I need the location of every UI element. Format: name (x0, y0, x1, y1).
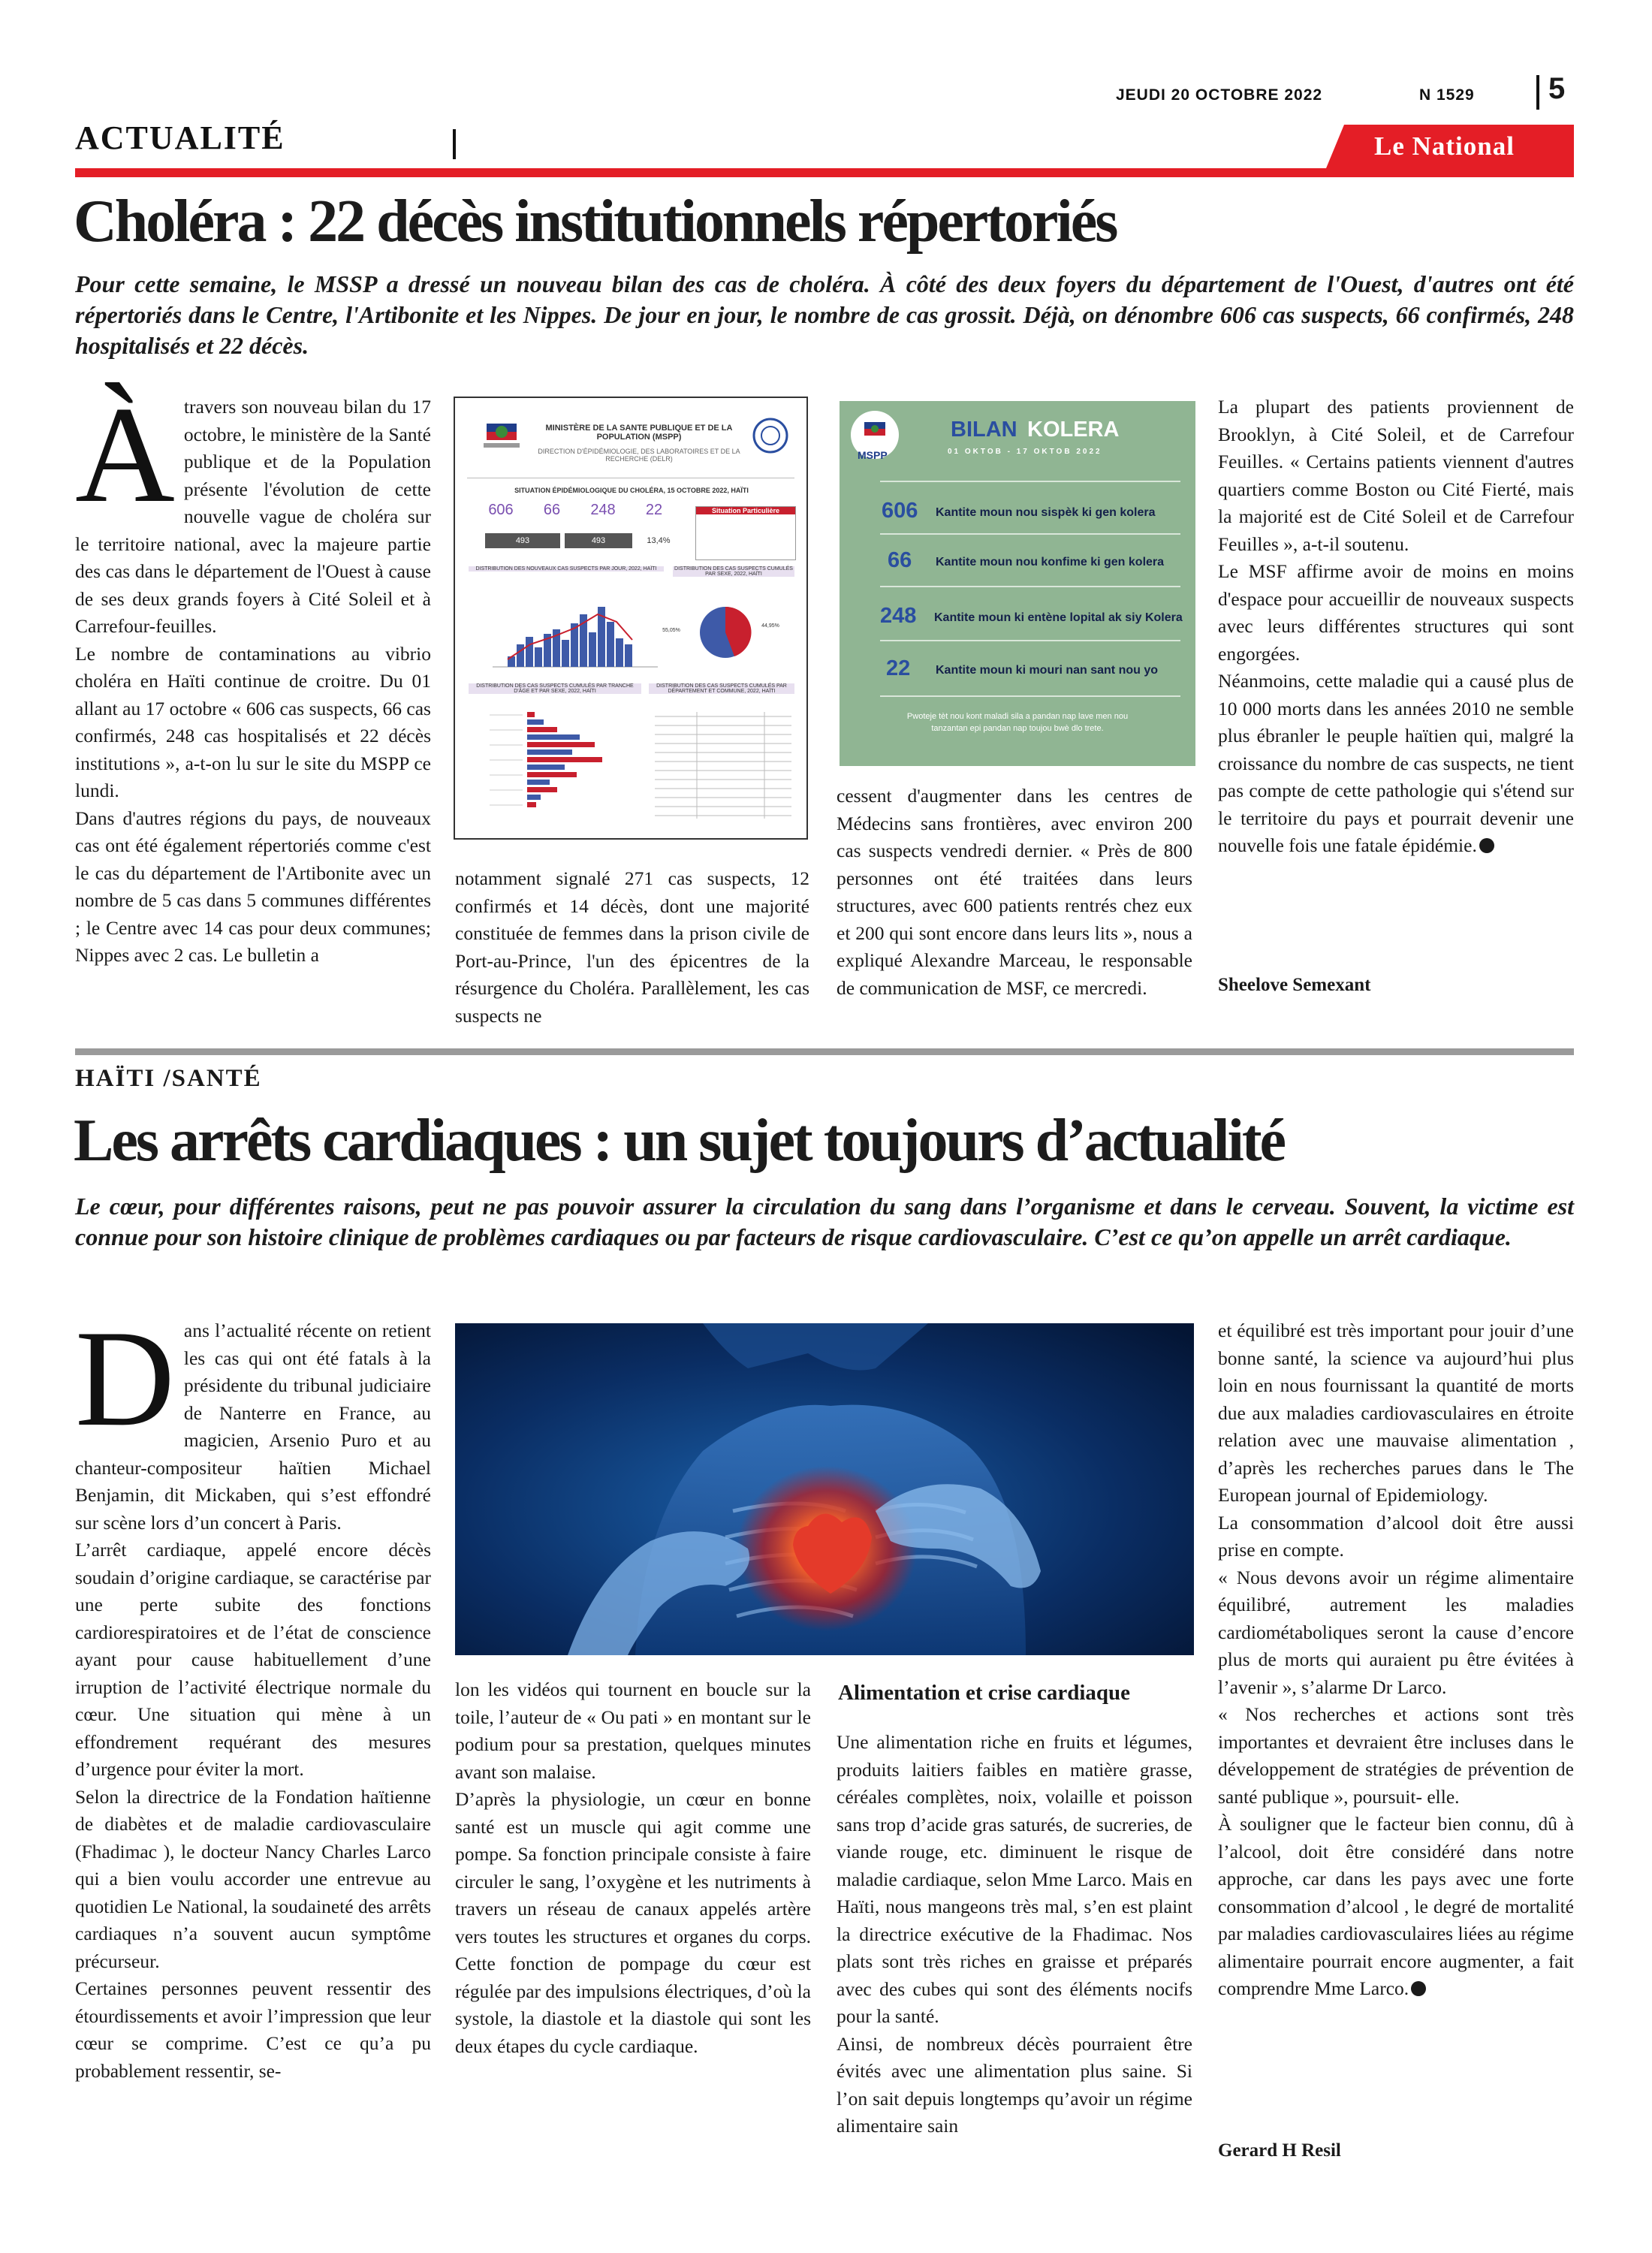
bilan-separator (880, 640, 1180, 641)
article2-paragraph: Une alimentation riche en fruits et légumes, produits laitiers faibles en matière grasse, céréales complètes, noix, volaille et poisson sans trop d’acide gras saturés, de sucreries, de viande rouge, etc. diminuent le risque de maladie cardiaque, selon Mme Larco. Mais en Haïti, nous mangeons très mal, s’en est plaint la directrice exécutive de la Fhadimac. Nos plats sont très riches en graisse et préparés avec des cubes qui sont des éléments nocifs pour la santé. (837, 1731, 1192, 2027)
article1-headline: Choléra : 22 décès institutionnels répertoriés (74, 189, 1117, 255)
bilan-separator (880, 533, 1180, 535)
article2-paragraph: Selon la directrice de la Fondation haïtienne de diabètes et de maladie cardiovasculaire (Fhadimac ), le docteur Nancy Charles Larco qui a bien voulu accorder une entrevue au quotidien Le National, la soudaineté des arrêts cardiaques n’a souvent aucun symptôme précurseur. (75, 1785, 431, 1972)
mspp-seal-icon (752, 416, 788, 455)
bilan-title-b: KOLERA (1027, 418, 1120, 442)
page-number-divider (1536, 75, 1539, 110)
bilan-title-a: BILAN (951, 418, 1017, 442)
bulletin-kpi2: 493 (591, 536, 606, 545)
bilan-stat-label: Kantite moun ki entène lopital ak siy Kolera (934, 611, 1183, 624)
article2-lede: Le cœur, pour différentes raisons, peut ne pas pouvoir assurer la circulation du sang dans l’organisme et dans le cerveau. Souvent, la victime est connue pour son histoire clinique de problèmes cardiaques ou par facteurs de risque cardiovasculaire. C’est ce qu’on appelle un arrêt cardiaque. (75, 1193, 1574, 1250)
bulletin-kpi2: 13,4% (647, 536, 671, 545)
article2-column-3 (837, 1729, 1192, 2140)
heart-attack-photo (455, 1323, 1194, 1655)
article1-paragraph: travers son nouveau bilan du 17 octobre, le ministère de la Santé publique et de la Population présente l'évolution de cette nouvelle vague de choléra sur le territoire national, avec la majeure partie des cas dans le département de l'Ouest à cause de ses deux grands foyers à Cité Soleil et à Carrefour-feuilles. (75, 396, 431, 637)
article2-paragraph: et équilibré est très important pour jouir d’une bonne santé, la science va aujourd’hui plus loin en nous fournissant la quantité de morts due aux maladies cardiovasculaires en étroite relation avec une mauvaise alimentation , d’après les recherches parues dans le The European journal of Epidemiology. (1218, 1320, 1574, 1506)
article2-dropcap: D (75, 1301, 175, 1455)
section-divider (453, 129, 456, 159)
bulletin-ministry: MINISTÈRE DE LA SANTE PUBLIQUE ET DE LA POPULATION (MSPP) (545, 424, 733, 442)
article2-paragraph (1218, 1811, 1574, 2003)
bulletin-chart-title: DISTRIBUTION DES CAS SUSPECTS CUMULÉS PAR DÉPARTEMENT ET COMMUNE, 2022, HAÏTI (649, 683, 794, 694)
bilan-separator (880, 695, 1180, 697)
bulletin-age-sex-chart (485, 709, 643, 822)
article2-paragraph: La consommation d’alcool doit être aussi prise en compte. (1218, 1511, 1574, 1561)
article1-paragraph (1218, 668, 1574, 860)
section-label: ACTUALITÉ (75, 119, 285, 156)
bulletin-chart-title: DISTRIBUTION DES CAS SUSPECTS CUMULÉS PAR TRANCHE D'ÂGE ET PAR SEXE, 2022, HAÏTI (469, 683, 641, 694)
article1-paragraph: Dans d'autres régions du pays, de nouveaux cas ont été également répertoriés comme c'est le cas du département de l'Artibonite avec un nombre de 5 cas dans 5 communes différentes ; le Centre avec 14 cas pour deux communes; Nippes avec 2 cas. Le bulletin a (75, 807, 431, 966)
article1-signature: Sheelove Semexant (1218, 975, 1371, 995)
article1-lede: Pour cette semaine, le MSSP a dressé un nouveau bilan des cas de choléra. À côté des deux foyers du département de l'Ouest, d'autres ont été répertoriés dans le Centre, l'Artibonite et les Nippes. De jour en jour, le nombre de cas grossit. Déjà, on dénombre 606 cas suspects, 66 confirmés, 248 hospitalisés et 22 décès. (75, 270, 1574, 359)
article1-column-1 (75, 378, 431, 970)
bulletin-box-title: Situation Particulière (696, 507, 795, 514)
bulletin-kpi2: 493 (515, 536, 530, 545)
bilan-kolera-infographic (840, 401, 1195, 766)
article2-paragraph-text: À souligner que le facteur bien connu, dû à l’alcool, doit être considéré dans notre approche, car dans les pays avec une forte consommation d’alcool , le degré de mortalité par maladies cardiovasculaires liées au régime alimentaire pourrait encore augmenter, a fait comprendre Mme Larco. (1218, 1813, 1574, 1999)
bilan-stat-number: 22 (886, 656, 911, 680)
bilan-separator (880, 481, 1180, 482)
article-separator (75, 1048, 1574, 1055)
article1-paragraph: Le nombre de contaminations au vibrio choléra en Haïti continue de croitre. Du 01 allant au 17 octobre « 606 cas suspects, 66 cas confirmés, 248 cas hospitalisés et 22 décès institutions », a-t-on lu sur le site du MSPP ce lundi. (75, 642, 431, 801)
bulletin-pie-label: 44,95% (761, 623, 779, 629)
bilan-dates: 01 OKTOB - 17 OKTOB 2022 (948, 448, 1102, 456)
issue-number: N 1529 (1419, 86, 1475, 104)
article1-paragraph: La plupart des patients proviennent de Brooklyn, à Cité Soleil, et de Carrefour Feuilles. « Certains patients viennent d'autres quartiers comme Boston ou Cité Fierté, mais la majorité est de Cité Soleil et de Carrefour Feuilles », a-t-il soutenu. (1218, 396, 1574, 555)
bulletin-daily-cases-chart (485, 592, 665, 674)
bulletin-situation: SITUATION ÉPIDÉMIOLOGIQUE DU CHOLÉRA, 15 OCTOBRE 2022, HAÏTI (514, 487, 749, 494)
bilan-stat-number: 66 (888, 548, 912, 572)
bilan-footer-line: Pwoteje tèt nou kont maladi sila a pandan nap lave men nou (906, 712, 1129, 721)
article1-paragraph: cessent d'augmenter dans les centres de Médecins sans frontières, avec environ 200 cas suspects vendredi dernier. « Près de 800 personnes ont été traitées dans leurs structures, avec 600 patients rentrés chez eux et 200 qui sont encore dans leurs lits », nous a expliqué Alexandre Marceau, le responsable de communication de MSF, ce mercredi. (837, 785, 1192, 999)
bilan-footer-line: tanzantan epi pandan nap toujou bwè dlo trete. (931, 724, 1104, 733)
mspp-logo-label: MSPP (858, 449, 888, 461)
bilan-stat-number: 248 (880, 604, 917, 628)
bulletin-situation-box (695, 506, 796, 560)
bilan-stat-label: Kantite moun ki mouri nan sant nou yo (936, 664, 1159, 677)
bulletin-sex-pie (680, 595, 793, 670)
article2-column-1 (75, 1301, 431, 2085)
header-rule (75, 168, 1574, 177)
article1-column-2 (455, 865, 809, 1030)
article1-dropcap: À (75, 378, 175, 531)
bulletin-department-table (652, 709, 794, 822)
bulletin-kpi-confirmed: 66 (543, 502, 561, 518)
brand-name: Le National (1374, 131, 1515, 161)
page-number: 5 (1548, 72, 1566, 105)
article1-paragraph: Le MSF affirme avoir de moins en moins d'espace pour accueillir de nouveaux suspects avec leurs différentes structures qui sont engorgées. (1218, 560, 1574, 665)
issue-date: JEUDI 20 OCTOBRE 2022 (1116, 86, 1323, 104)
bulletin-direction: DIRECTION D'ÉPIDÉMIOLOGIE, DES LABORATOIRES ET DE LA RECHERCHE (DELR) (538, 448, 740, 463)
bilan-stat-label: Kantite moun nou konfime ki gen kolera (936, 556, 1165, 569)
article1-column-3 (837, 783, 1192, 1002)
article2-signature: Gerard H Resil (1218, 2140, 1341, 2161)
article2-headline: Les arrêts cardiaques : un sujet toujours d’actualité (74, 1108, 1284, 1174)
bilan-separator (880, 586, 1180, 587)
bulletin-kpi-hospitalized: 248 (590, 502, 616, 518)
bilan-stat-number: 606 (882, 499, 918, 523)
article2-column-2 (455, 1676, 811, 2060)
haiti-coat-of-arms-icon (484, 416, 520, 455)
article2-subhead: Alimentation et crise cardiaque (838, 1681, 1131, 1705)
bulletin-pie-label: 55,05% (662, 628, 680, 633)
article2-paragraph: Certaines personnes peuvent ressentir des étourdissements et avoir l’impression que leur cœur se comprime. C’est ce qu’a pu probablement ressentir, se- (75, 1977, 431, 2082)
bulletin-kpi-suspects: 606 (488, 502, 514, 518)
article2-paragraph: « Nos recherches et actions sont très importantes et devraient être incluses dans le développement de stratégies de prévention de santé publique », poursuit- elle. (1218, 1703, 1574, 1808)
article2-paragraph: ans l’actualité récente on retient les cas qui ont été fatals à la présidente du tribunal judiciaire de Nanterre en France, au magicien, Arsenio Puro et au chanteur-compositeur haïtien Michael Benjamin, dit Mickaben, qui s’est effondré sur scène lors d’un concert à Paris. (75, 1320, 431, 1534)
article2-paragraph: « Nous devons avoir un régime alimentaire équilibré, autrement les maladies cardiométaboliques seront la cause d’encore plus de morts qui auraient pu être évitées à l’avenir », s’alarme Dr Larco. (1218, 1566, 1574, 1698)
article2-paragraph: Ainsi, de nombreux décès pourraient être évités avec une alimentation plus saine. Si l’on sait depuis longtemps qu’avoir un régime alimentaire sain (837, 2032, 1192, 2137)
article1-paragraph-text: Néanmoins, cette maladie qui a causé plus de 10 000 morts dans les années 2010 ne semble plus ébranler le peuple haïtien qui, malgré la croissance du nombre de cas suspects, ne tient pas compte de cette pathologie qui s'étend sur le territoire du pays et pourrait devenir une nouvelle fois une fatale épidémie. (1218, 670, 1574, 856)
bulletin-chart-title: DISTRIBUTION DES CAS SUSPECTS CUMULÉS PAR SEXE, 2022, HAÏTI (673, 566, 794, 577)
bulletin-kpi-deaths: 22 (645, 502, 663, 518)
bulletin-chart-title: DISTRIBUTION DES NOUVEAUX CAS SUSPECTS PAR JOUR, 2022, HAÏTI (469, 566, 664, 572)
article1-paragraph: notamment signalé 271 cas suspects, 12 confirmés et 14 décès, dont une majorité constituée de femmes dans la prison civile de Port-au-Prince, l'un des épicentres de la résurgence du Choléra. Parallèlement, les cas suspects ne (455, 867, 809, 1027)
bilan-stat-label: Kantite moun nou sispèk ki gen kolera (936, 506, 1156, 519)
article2-column-4 (1218, 1317, 1574, 2003)
end-of-article-icon (1479, 838, 1494, 853)
end-of-article-icon (1411, 1981, 1426, 1996)
article2-section-label: HAÏTI /SANTÉ (75, 1065, 262, 1092)
article2-paragraph: lon les vidéos qui tournent en boucle sur la toile, l’auteur de « Ou pati » en montant sur le podium pour sa prestation, quelques minutes avant son malaise. (455, 1678, 811, 1783)
article1-column-4 (1218, 394, 1574, 860)
article2-paragraph: D’après la physiologie, un cœur en bonne santé est un muscle qui agit comme une pompe. Sa fonction principale consiste à faire circuler le sang, l’oxygène et les nutriments à travers un réseau de canaux appelés artère vers toutes les structures et organes du corps. Cette fonction de pompage du cœur est régulée par des impulsions électriques, d’où la systole, la diastole et la diastole qui sont les deux étapes du cycle cardiaque. (455, 1788, 811, 2057)
cholera-bulletin-infographic (454, 397, 808, 840)
article2-paragraph: L’arrêt cardiaque, appelé encore décès soudain d’origine cardiaque, se caractérise par une perte subite des fonctions cardiorespiratoires et de l’état de conscience ayant pour cause habituellement d’une irruption de l’activité électrique normale du cœur. Une situation qui mène à un effondrement requérant des mesures d’urgence pour éviter la mort. (75, 1539, 431, 1780)
